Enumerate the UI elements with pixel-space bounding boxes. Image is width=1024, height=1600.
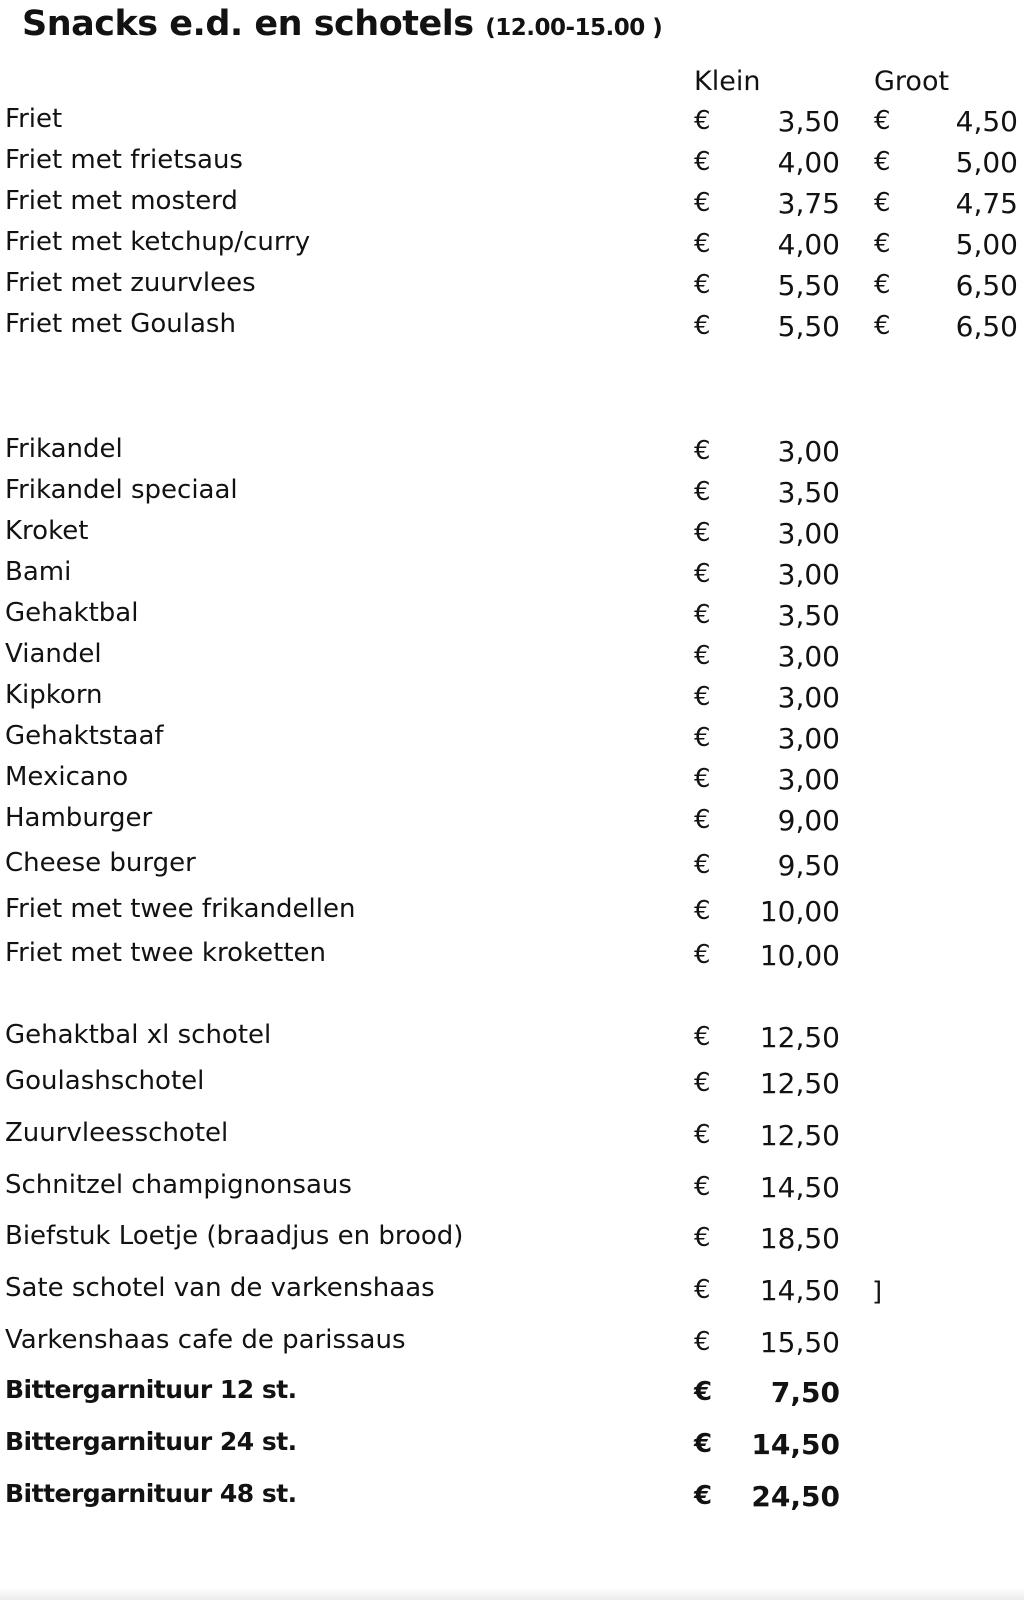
currency-symbol: € — [694, 106, 711, 136]
currency-symbol: € — [694, 850, 711, 880]
currency-symbol: € — [694, 270, 711, 300]
title-main: Snacks e.d. en schotels — [22, 4, 474, 44]
menu-item-price: 5,50 — [777, 269, 840, 302]
currency-symbol: € — [694, 641, 711, 671]
menu-item-price: 7,50 — [770, 1376, 840, 1409]
menu-item-price: 3,00 — [777, 681, 840, 714]
menu-item-row — [0, 1325, 1024, 1359]
menu-item-row — [0, 516, 1024, 550]
page-title — [22, 4, 662, 44]
menu-item-row — [0, 1375, 1024, 1409]
menu-item-price: 10,00 — [759, 895, 840, 928]
menu-item-row — [0, 227, 1024, 261]
menu-item-price: 12,50 — [759, 1067, 840, 1100]
menu-item-row — [0, 762, 1024, 796]
menu-item-price: 14,50 — [751, 1428, 840, 1461]
menu-item-row — [0, 434, 1024, 468]
menu-item-name: Bittergarnituur 48 st. — [5, 1479, 297, 1508]
menu-item-row — [0, 1221, 1024, 1255]
menu-item-price: 3,00 — [777, 558, 840, 591]
menu-item-name: Friet met zuurvlees — [5, 268, 256, 298]
menu-item-name: Hamburger — [5, 803, 153, 833]
page-bottom-edge — [0, 1588, 1024, 1600]
menu-item-row — [0, 145, 1024, 179]
currency-symbol: € — [874, 270, 891, 300]
menu-item-price: 9,00 — [777, 804, 840, 837]
menu-item-row — [0, 1170, 1024, 1204]
menu-item-price-large: 6,50 — [955, 310, 1018, 343]
currency-symbol: € — [694, 1172, 711, 1202]
column-header-large: Groot — [874, 66, 950, 97]
menu-item-price: 3,00 — [777, 435, 840, 468]
currency-symbol: € — [694, 1481, 713, 1511]
menu-item-price: 18,50 — [759, 1222, 840, 1255]
menu-item-name: Friet met mosterd — [5, 186, 238, 216]
menu-item-row — [0, 475, 1024, 509]
menu-item-row — [0, 1066, 1024, 1100]
currency-symbol: € — [694, 764, 711, 794]
menu-item-name: Friet met twee kroketten — [5, 938, 327, 968]
menu-item-price: 3,50 — [777, 476, 840, 509]
currency-symbol: € — [874, 229, 891, 259]
menu-item-name: Friet met ketchup/curry — [5, 227, 311, 257]
menu-item-row — [0, 309, 1024, 343]
menu-item-name: Frikandel — [5, 434, 123, 464]
currency-symbol: € — [694, 1022, 711, 1052]
currency-symbol: € — [694, 311, 711, 341]
currency-symbol: € — [874, 106, 891, 136]
menu-item-price-large: 4,50 — [955, 105, 1018, 138]
menu-item-price: 3,75 — [777, 187, 840, 220]
menu-item-name: Friet met Goulash — [5, 309, 236, 339]
menu-item-name: Friet met twee frikandellen — [5, 894, 356, 924]
menu-item-name: Varkenshaas cafe de parissaus — [5, 1325, 406, 1355]
currency-symbol: € — [694, 1327, 711, 1357]
menu-item-name: Cheese burger — [5, 848, 196, 878]
title-hours: (12.00-15.00 ) — [485, 15, 663, 41]
menu-item-row — [0, 1118, 1024, 1152]
menu-item-row — [0, 803, 1024, 837]
column-header-small: Klein — [694, 66, 761, 97]
menu-item-price: 3,00 — [777, 763, 840, 796]
menu-item-price: 9,50 — [777, 849, 840, 882]
menu-item-price: 12,50 — [759, 1119, 840, 1152]
menu-item-row — [0, 1273, 1024, 1307]
menu-item-price: 3,00 — [777, 722, 840, 755]
menu-item-row — [0, 721, 1024, 755]
menu-item-name: Bittergarnituur 12 st. — [5, 1375, 297, 1404]
currency-symbol: € — [694, 682, 711, 712]
menu-item-name: Gehaktbal — [5, 598, 139, 628]
currency-symbol: € — [694, 1223, 711, 1253]
menu-item-name: Gehaktbal xl schotel — [5, 1020, 272, 1050]
menu-item-name: Gehaktstaaf — [5, 721, 164, 751]
menu-item-row — [0, 894, 1024, 928]
menu-item-row — [0, 938, 1024, 972]
menu-item-name: Kipkorn — [5, 680, 103, 710]
menu-item-name: Zuurvleesschotel — [5, 1118, 229, 1148]
menu-item-row — [0, 639, 1024, 673]
menu-item-mark: ] — [872, 1277, 883, 1307]
menu-item-name: Bittergarnituur 24 st. — [5, 1427, 297, 1456]
menu-item-row — [0, 598, 1024, 632]
menu-item-price: 14,50 — [759, 1274, 840, 1307]
menu-item-price: 4,00 — [777, 228, 840, 261]
currency-symbol: € — [694, 1275, 711, 1305]
currency-symbol: € — [874, 311, 891, 341]
menu-item-price: 10,00 — [759, 939, 840, 972]
menu-item-name: Bami — [5, 557, 72, 587]
menu-item-row — [0, 557, 1024, 591]
menu-item-name: Mexicano — [5, 762, 129, 792]
currency-symbol: € — [694, 940, 711, 970]
currency-symbol: € — [694, 600, 711, 630]
menu-item-name: Frikandel speciaal — [5, 475, 238, 505]
currency-symbol: € — [694, 436, 711, 466]
currency-symbol: € — [694, 896, 711, 926]
menu-item-price: 4,00 — [777, 146, 840, 179]
menu-item-price: 3,50 — [777, 599, 840, 632]
menu-item-name: Goulashschotel — [5, 1066, 205, 1096]
currency-symbol: € — [694, 1377, 713, 1407]
menu-item-name: Friet — [5, 104, 63, 134]
menu-item-row — [0, 1427, 1024, 1461]
menu-item-name: Friet met frietsaus — [5, 145, 243, 175]
menu-item-row — [0, 186, 1024, 220]
menu-item-name: Kroket — [5, 516, 89, 546]
currency-symbol: € — [694, 1068, 711, 1098]
menu-item-price: 5,50 — [777, 310, 840, 343]
currency-symbol: € — [694, 477, 711, 507]
currency-symbol: € — [694, 559, 711, 589]
menu-item-row — [0, 848, 1024, 882]
menu-item-name: Biefstuk Loetje (braadjus en brood) — [5, 1221, 464, 1251]
currency-symbol: € — [694, 518, 711, 548]
currency-symbol: € — [694, 188, 711, 218]
menu-item-price: 3,00 — [777, 517, 840, 550]
menu-item-price-large: 5,00 — [955, 228, 1018, 261]
menu-item-row — [0, 1020, 1024, 1054]
menu-item-name: Sate schotel van de varkenshaas — [5, 1273, 435, 1303]
menu-item-price: 3,00 — [777, 640, 840, 673]
menu-item-price: 3,50 — [777, 105, 840, 138]
menu-item-row — [0, 680, 1024, 714]
menu-item-price-large: 4,75 — [955, 187, 1018, 220]
menu-item-price-large: 6,50 — [955, 269, 1018, 302]
menu-item-row — [0, 1479, 1024, 1513]
currency-symbol: € — [694, 147, 711, 177]
currency-symbol: € — [694, 805, 711, 835]
menu-item-row — [0, 104, 1024, 138]
menu-item-price: 15,50 — [759, 1326, 840, 1359]
menu-item-price: 12,50 — [759, 1021, 840, 1054]
menu-item-name: Schnitzel champignonsaus — [5, 1170, 352, 1200]
menu-item-name: Viandel — [5, 639, 102, 669]
currency-symbol: € — [694, 723, 711, 753]
currency-symbol: € — [694, 229, 711, 259]
menu-item-row — [0, 268, 1024, 302]
menu-item-price: 14,50 — [759, 1171, 840, 1204]
menu-item-price-large: 5,00 — [955, 146, 1018, 179]
currency-symbol: € — [694, 1120, 711, 1150]
currency-symbol: € — [694, 1429, 713, 1459]
currency-symbol: € — [874, 188, 891, 218]
menu-item-price: 24,50 — [751, 1480, 840, 1513]
currency-symbol: € — [874, 147, 891, 177]
